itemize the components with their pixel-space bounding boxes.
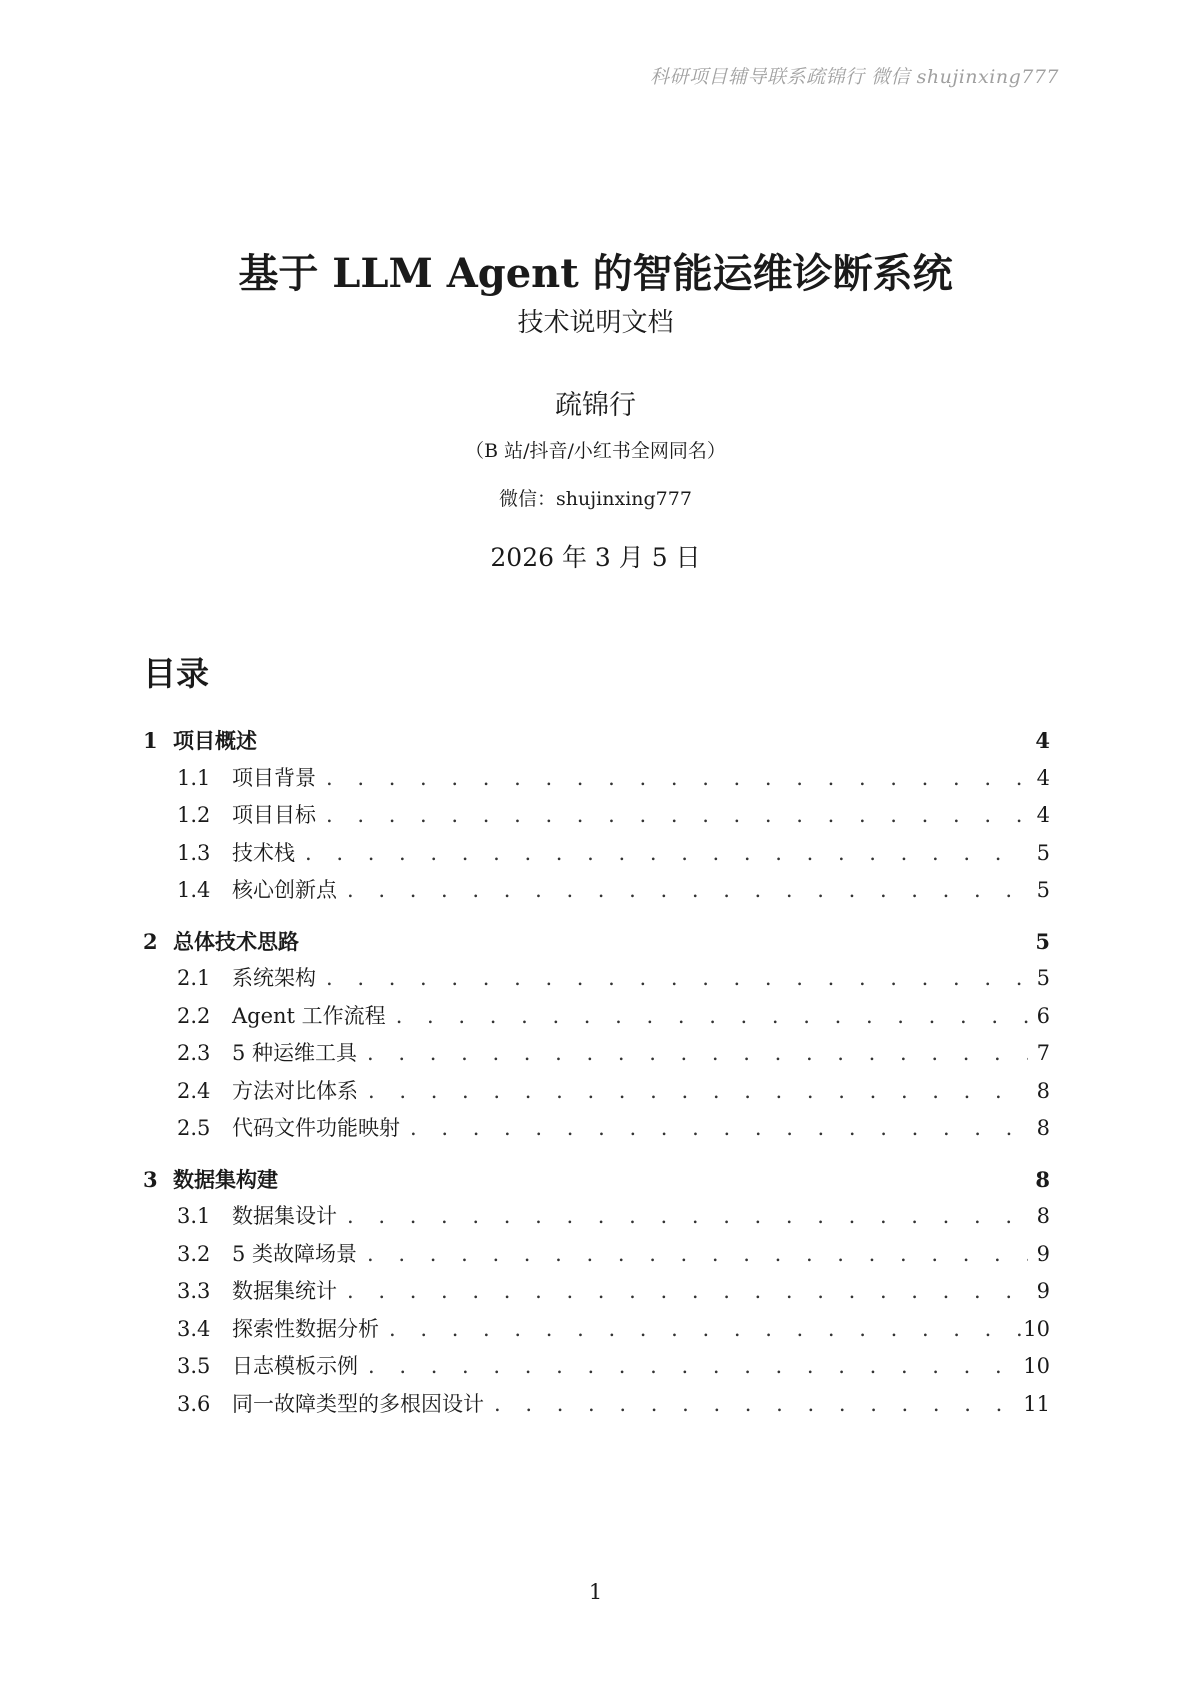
toc-number: 2.4 <box>177 1078 211 1103</box>
author-name: 疏锦行 <box>555 390 636 421</box>
toc-section <box>143 923 1050 1148</box>
toc-page: 5 <box>1035 928 1050 954</box>
toc-page: 5 <box>1036 840 1050 865</box>
toc-section <box>143 722 1050 910</box>
toc-leader-dots <box>484 1386 1023 1424</box>
header-note: 科研项目辅导联系疏锦行 微信 shujinxing777 <box>650 66 1059 88</box>
toc-entry-subsection[interactable] <box>143 760 1050 798</box>
toc-number: 3.1 <box>177 1204 211 1228</box>
toc-page: 4 <box>1036 803 1050 827</box>
toc-entry-subsection[interactable] <box>143 1311 1050 1349</box>
toc-leader-dots <box>316 960 1028 998</box>
toc-label: 项目背景 <box>232 765 316 790</box>
document-date: 2026 年 3 月 5 日 <box>490 543 701 572</box>
toc-entry-section[interactable] <box>143 1161 1050 1199</box>
toc-page: 11 <box>1023 1391 1050 1416</box>
toc-number: 2.3 <box>177 1041 211 1065</box>
toc-entry-subsection[interactable] <box>143 1348 1050 1386</box>
table-of-contents <box>143 722 1050 1436</box>
toc-entry-subsection[interactable] <box>143 960 1050 998</box>
toc-page: 8 <box>1035 1166 1050 1192</box>
toc-entry-subsection[interactable] <box>143 1273 1050 1311</box>
toc-leader-dots <box>386 998 1028 1036</box>
toc-entry-subsection[interactable] <box>143 797 1050 835</box>
toc-entry-section[interactable] <box>143 923 1050 961</box>
toc-label: 同一故障类型的多根因设计 <box>232 1391 484 1416</box>
toc-number: 1 <box>143 728 158 753</box>
toc-number: 3.4 <box>177 1316 211 1341</box>
toc-number: 2.2 <box>177 1003 211 1028</box>
toc-number: 2 <box>143 928 158 954</box>
toc-heading: 目录 <box>143 654 209 693</box>
toc-label: 5 种运维工具 <box>232 1041 358 1065</box>
toc-entry-subsection[interactable] <box>143 998 1050 1036</box>
toc-number: 3.5 <box>177 1354 211 1378</box>
toc-label: 代码文件功能映射 <box>232 1116 400 1140</box>
toc-number: 3 <box>143 1166 158 1192</box>
toc-leader-dots <box>337 872 1028 910</box>
toc-entry-section[interactable] <box>143 722 1050 760</box>
toc-page: 10 <box>1023 1316 1050 1341</box>
toc-label: 方法对比体系 <box>232 1078 358 1103</box>
toc-page: 8 <box>1036 1204 1050 1228</box>
platform-note: （B 站/抖音/小红书全网同名） <box>465 440 726 462</box>
toc-label: 总体技术思路 <box>173 928 299 954</box>
toc-page: 5 <box>1036 966 1050 990</box>
toc-entry-subsection[interactable] <box>143 872 1050 910</box>
toc-page: 8 <box>1036 1116 1050 1140</box>
toc-leader-dots <box>316 797 1028 835</box>
toc-entry-subsection[interactable] <box>143 835 1050 873</box>
toc-page: 5 <box>1036 878 1050 902</box>
toc-entry-subsection[interactable] <box>143 1035 1050 1073</box>
toc-leader-dots <box>358 1348 1023 1386</box>
toc-number: 1.4 <box>177 878 211 902</box>
toc-number: 3.2 <box>177 1241 211 1266</box>
toc-label: 项目目标 <box>232 803 316 827</box>
toc-page: 10 <box>1023 1354 1050 1378</box>
document-title: 基于 LLM Agent 的智能运维诊断系统 <box>238 250 953 297</box>
toc-entry-subsection[interactable] <box>143 1386 1050 1424</box>
toc-page: 9 <box>1036 1279 1050 1303</box>
toc-page: 6 <box>1036 1003 1050 1028</box>
toc-page: 4 <box>1035 728 1050 753</box>
wechat-contact: 微信：shujinxing777 <box>499 488 692 510</box>
toc-number: 1.1 <box>177 765 211 790</box>
toc-leader-dots <box>379 1311 1023 1349</box>
toc-number: 2.1 <box>177 966 211 990</box>
toc-page: 4 <box>1036 765 1050 790</box>
toc-entry-subsection[interactable] <box>143 1236 1050 1274</box>
document-subtitle: 技术说明文档 <box>517 308 674 338</box>
toc-leader-dots <box>358 1073 1028 1111</box>
toc-label: 数据集设计 <box>232 1204 337 1228</box>
toc-label: 数据集构建 <box>173 1166 278 1192</box>
toc-number: 3.3 <box>177 1279 211 1303</box>
toc-number: 1.2 <box>177 803 211 827</box>
toc-entry-subsection[interactable] <box>143 1198 1050 1236</box>
toc-page: 9 <box>1036 1241 1050 1266</box>
toc-number: 2.5 <box>177 1116 211 1140</box>
toc-label: 数据集统计 <box>232 1279 337 1303</box>
toc-leader-dots <box>400 1110 1028 1148</box>
toc-label: 技术栈 <box>232 840 295 865</box>
toc-entry-subsection[interactable] <box>143 1110 1050 1148</box>
toc-label: 核心创新点 <box>232 878 337 902</box>
toc-leader-dots <box>357 1236 1028 1274</box>
toc-label: Agent 工作流程 <box>232 1003 386 1028</box>
toc-leader-dots <box>357 1035 1028 1073</box>
toc-entry-subsection[interactable] <box>143 1073 1050 1111</box>
toc-label: 系统架构 <box>232 966 316 990</box>
toc-section <box>143 1161 1050 1424</box>
page-number: 1 <box>588 1580 603 1604</box>
toc-number: 1.3 <box>177 840 211 865</box>
toc-leader-dots <box>337 1198 1028 1236</box>
toc-label: 日志模板示例 <box>232 1354 358 1378</box>
toc-page: 7 <box>1036 1041 1050 1065</box>
toc-label: 探索性数据分析 <box>232 1316 379 1341</box>
toc-leader-dots <box>295 835 1028 873</box>
toc-page: 8 <box>1036 1078 1050 1103</box>
toc-label: 5 类故障场景 <box>232 1241 358 1266</box>
toc-label: 项目概述 <box>173 728 257 753</box>
toc-leader-dots <box>337 1273 1028 1311</box>
toc-number: 3.6 <box>177 1391 211 1416</box>
toc-leader-dots <box>316 760 1028 798</box>
